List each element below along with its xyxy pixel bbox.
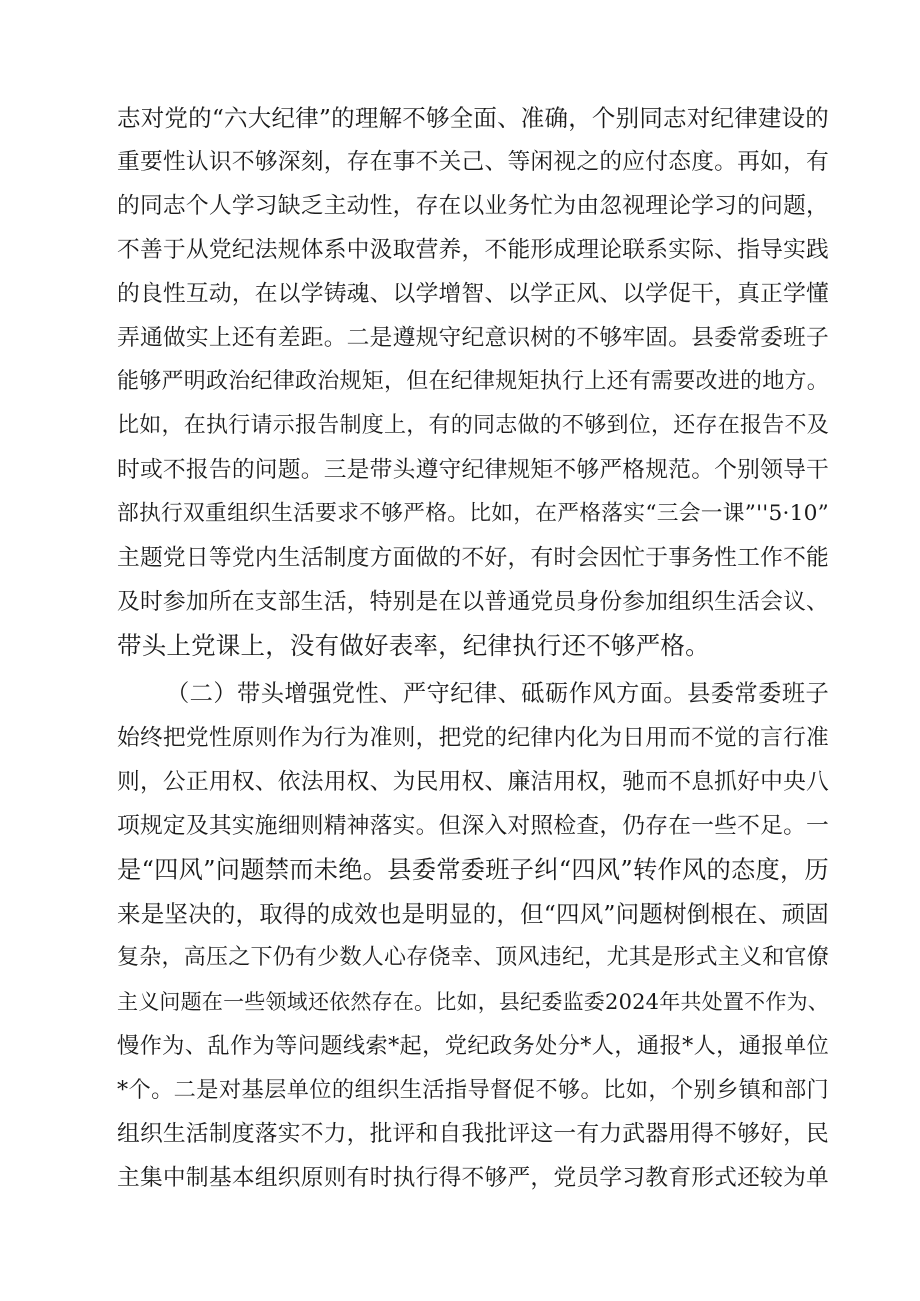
text-line: 不善于从党纪法规体系中汲取营养，不能形成理论联系实际、指导实践	[117, 237, 829, 263]
paragraph-1	[117, 96, 829, 668]
text-line: 主义问题在一些领域还依然存在。比如，县纪委监委2024年共处置不作为、	[117, 990, 829, 1014]
text-line: 组织生活制度落实不力，批评和自我批评这一有力武器用得不够好，民	[117, 1121, 829, 1147]
text-line: 及时参加所在支部生活，特别是在以普通党员身份参加组织生活会议、	[117, 589, 829, 615]
text-line: 的同志个人学习缺乏主动性，存在以业务忙为由忽视理论学习的问题，	[117, 193, 829, 219]
text-line: 的良性互动，在以学铸魂、以学增智、以学正风、以学促干，真正学懂	[117, 281, 829, 307]
text-line: 项规定及其实施细则精神落实。但深入对照检查，仍存在一些不足。一	[117, 813, 829, 839]
paragraph-2	[117, 672, 829, 1200]
text-line: 志对党的“六大纪律”的理解不够全面、准确，个别同志对纪律建设的	[117, 104, 829, 132]
text-line: 主集中制基本组织原则有时执行得不够严，党员学习教育形式还较为单	[117, 1165, 829, 1191]
text-line: 主题党日等党内生活制度方面做的不好，有时会因忙于事务性工作不能	[117, 545, 829, 571]
text-line: 慢作为、乱作为等问题线索*起，党纪政务处分*人，通报*人，通报单位	[117, 1033, 829, 1059]
text-line: 能够严明政治纪律政治规矩，但在纪律规矩执行上还有需要改进的地方。	[117, 369, 829, 394]
text-line: 是“四风”问题禁而未绝。县委常委班子纠“四风”转作风的态度，历	[117, 855, 829, 884]
text-line: 重要性认识不够深刻，存在事不关己、等闲视之的应付态度。再如，有	[117, 149, 829, 175]
text-line: 复杂，高压之下仍有少数人心存侥幸、顶风违纪，尤其是形式主义和官僚	[117, 945, 829, 970]
text-line: 比如，在执行请示报告制度上，有的同志做的不够到位，还存在报告不及	[117, 413, 829, 438]
document-body	[117, 96, 829, 1200]
text-line: 部执行双重组织生活要求不够严格。比如，在严格落实“三会一课”''5·10”	[117, 501, 829, 526]
text-line: 始终把党性原则作为行为准则，把党的纪律内化为日用而不觉的言行准	[117, 725, 829, 751]
text-line: 来是坚决的，取得的成效也是明显的，但“四风”问题树倒根在、顽固	[117, 900, 829, 928]
text-line: 带头上党课上，没有做好表率，纪律执行还不够严格。	[117, 631, 710, 660]
text-line: *个。二是对基层单位的组织生活指导督促不够。比如，个别乡镇和部门	[117, 1077, 829, 1103]
text-line: 时或不报告的问题。三是带头遵守纪律规矩不够严格规范。个别领导干	[117, 457, 829, 483]
text-line: 则，公正用权、依法用权、为民用权、廉洁用权，驰而不息抓好中央八	[117, 769, 829, 795]
text-line: 弄通做实上还有差距。二是遵规守纪意识树的不够牢固。县委常委班子	[117, 325, 829, 351]
section-heading-line: （二）带头增强党性、严守纪律、砥砺作风方面。县委常委班子	[166, 680, 829, 707]
